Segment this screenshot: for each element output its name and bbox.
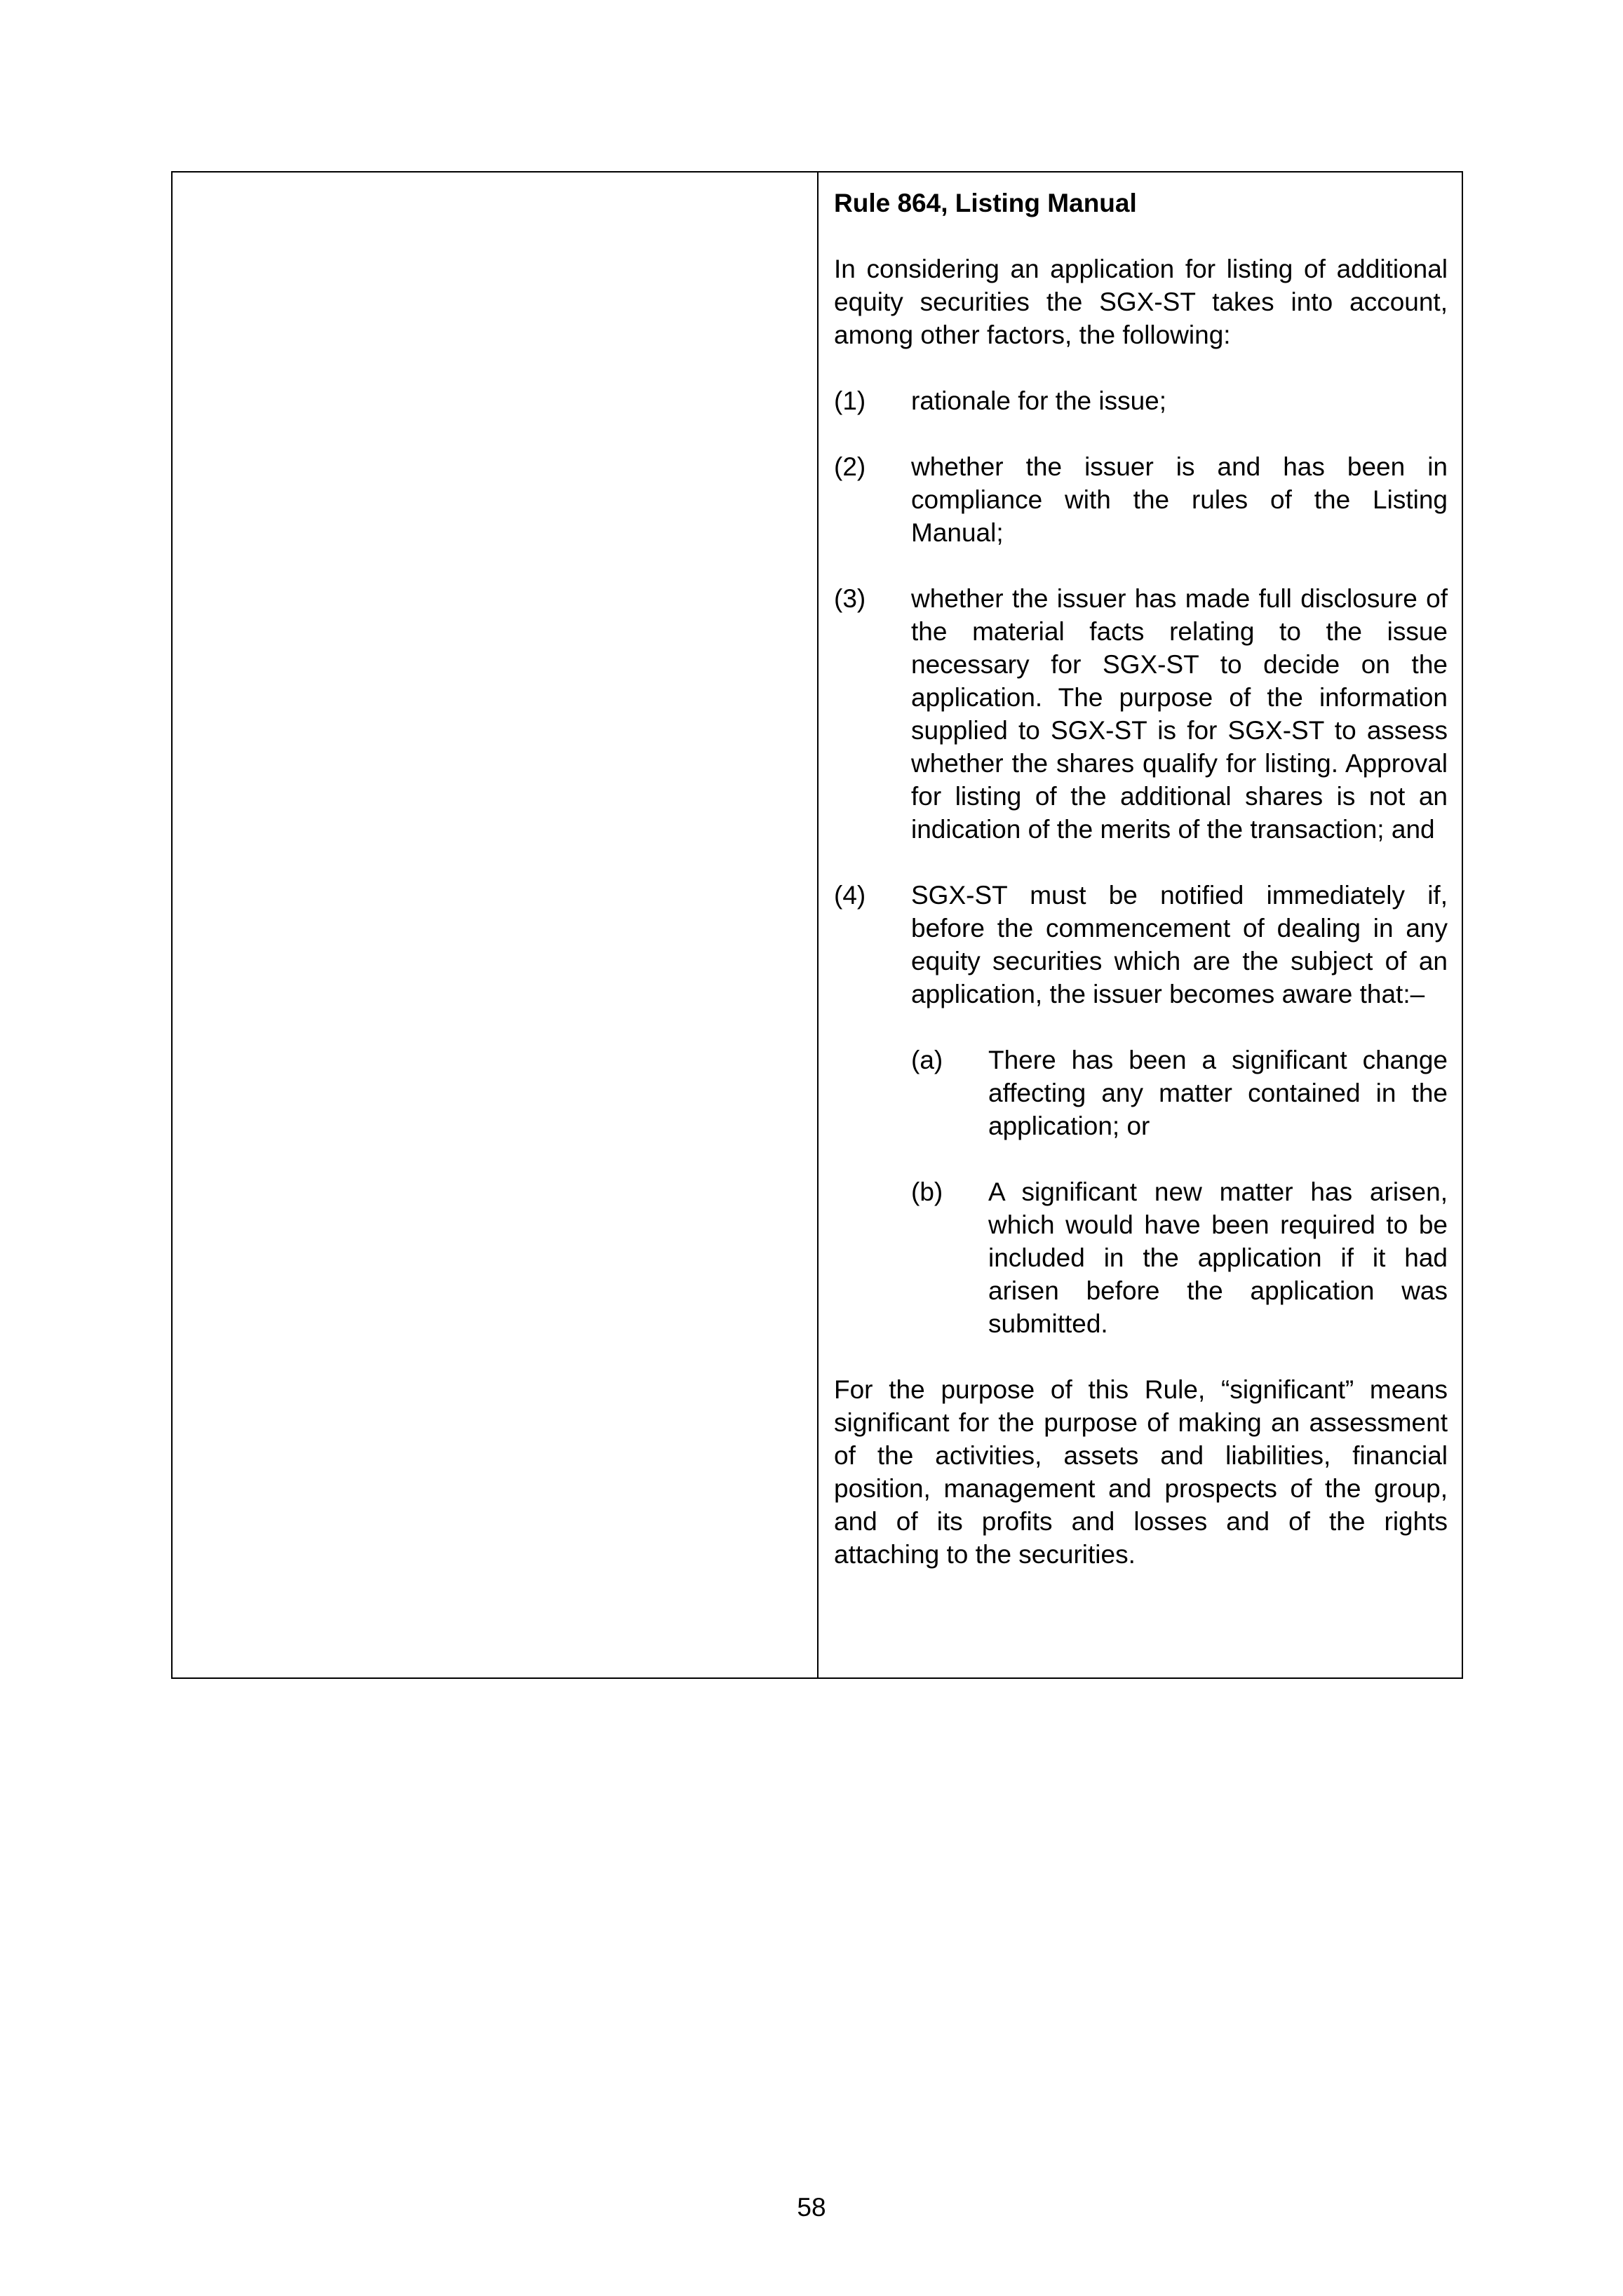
subitem-letter: (b) <box>911 1177 943 1206</box>
rule-item-2 <box>834 450 1448 549</box>
left-column-empty <box>173 173 819 1677</box>
rule-table <box>171 171 1463 1679</box>
rule-closing: For the purpose of this Rule, “significant” means significant for the purpose of making an assessment of the activities, assets and liabilities, financial position, management and prospects of the group, and of its profits and losses and of the rights attaching to the securities. <box>834 1375 1448 1569</box>
item-number: (3) <box>834 584 866 613</box>
subitem-text: There has been a significant change affecting any matter contained in the application; or <box>988 1046 1448 1140</box>
item-number: (4) <box>834 881 866 910</box>
subitem-letter: (a) <box>911 1046 943 1074</box>
rule-subitems <box>911 1044 1448 1340</box>
rule-item-4 <box>834 879 1448 1011</box>
item-number: (2) <box>834 452 866 481</box>
subitem-text: A significant new matter has arisen, which would have been required to be included in the application if it had arisen before the application was submitted. <box>988 1177 1448 1338</box>
rule-content-column <box>819 173 1462 1677</box>
rule-title: Rule 864, Listing Manual <box>834 189 1137 217</box>
rule-intro: In considering an application for listing of additional equity securities the SGX-ST takes into account, among other factors, the following: <box>834 255 1448 349</box>
item-text: rationale for the issue; <box>911 386 1167 415</box>
rule-item-1 <box>834 384 1448 417</box>
rule-item-3 <box>834 582 1448 846</box>
rule-subitem-a <box>911 1044 1448 1142</box>
item-number: (1) <box>834 386 866 415</box>
item-text: whether the issuer has made full disclosure of the material facts relating to the issue necessary for SGX-ST to decide on the application. The purpose of the information supplied to SGX-ST is for SGX-ST to assess whether the shares qualify for listing. Approval for listing of the additional shares is not an indication of the merits of the transaction; and <box>911 584 1448 844</box>
item-text: whether the issuer is and has been in compliance with the rules of the Listing Manual; <box>911 452 1448 547</box>
page-number: 58 <box>797 2193 826 2222</box>
rule-subitem-b <box>911 1175 1448 1340</box>
item-text: SGX-ST must be notified immediately if, before the commencement of dealing in any equity securities which are the subject of an application, the issuer becomes aware that:– <box>911 881 1448 1008</box>
